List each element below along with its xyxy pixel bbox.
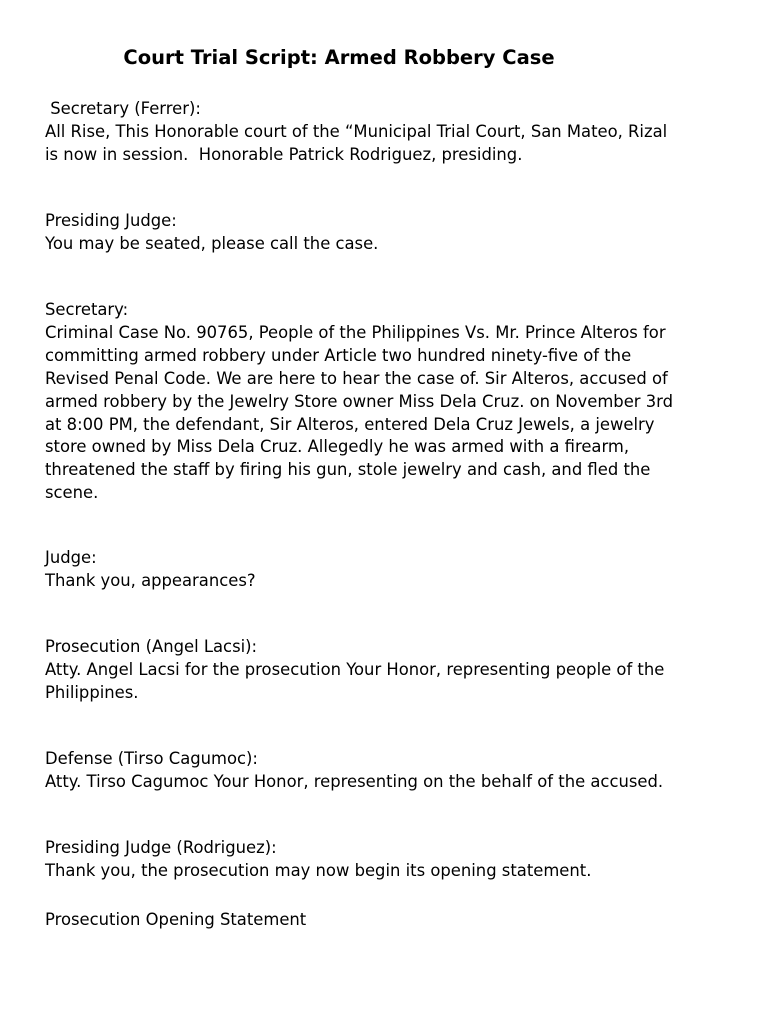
dialogue-line: Revised Penal Code. We are here to hear the case of. Sir Alteros, accused of: [45, 368, 668, 388]
section-heading-opening-statement: [45, 909, 735, 932]
dialogue-line: Atty. Angel Lacsi for the prosecution Your Honor, representing people of the: [45, 659, 665, 679]
dialogue-line: Thank you, appearances?: [45, 570, 256, 590]
dialogue-line: is now in session. Honorable Patrick Rodriguez, presiding.: [45, 144, 523, 164]
dialogue-line: scene.: [45, 483, 99, 503]
dialogue-line: Criminal Case No. 90765, People of the Philippines Vs. Mr. Prince Alteros for: [45, 322, 666, 342]
dialogue-line: committing armed robbery under Article two hundred ninety-five of the: [45, 345, 632, 365]
dialogue-line: All Rise, This Honorable court of the “Municipal Trial Court, San Mateo, Rizal: [45, 121, 668, 141]
speaker-label: Judge:: [45, 548, 97, 567]
section-defense: [45, 748, 735, 794]
dialogue-line: Philippines.: [45, 682, 139, 702]
speaker-label: Presiding Judge:: [45, 211, 177, 230]
speaker-label: Secretary (Ferrer):: [45, 99, 201, 118]
dialogue-line: store owned by Miss Dela Cruz. Allegedly he was armed with a firearm,: [45, 437, 630, 457]
section-secretary: [45, 299, 735, 505]
dialogue-line: Atty. Tirso Cagumoc Your Honor, representing on the behalf of the accused.: [45, 771, 664, 791]
speaker-label: Prosecution (Angel Lacsi):: [45, 637, 258, 656]
dialogue-line: threatened the staff by firing his gun, stole jewelry and cash, and fled the: [45, 460, 651, 480]
speaker-label: Presiding Judge (Rodriguez):: [45, 838, 277, 857]
speaker-label: Defense (Tirso Cagumoc):: [45, 749, 258, 768]
dialogue-line: at 8:00 PM, the defendant, Sir Alteros, entered Dela Cruz Jewels, a jewelry: [45, 414, 655, 434]
section-heading: Prosecution Opening Statement: [45, 910, 307, 929]
speaker-label: Secretary:: [45, 300, 129, 319]
dialogue-line: Thank you, the prosecution may now begin its opening statement.: [45, 860, 592, 880]
section-presiding-judge-rodriguez: [45, 837, 735, 883]
section-secretary-ferrer: [45, 98, 735, 167]
section-presiding-judge: [45, 210, 735, 256]
dialogue-line: You may be seated, please call the case.: [45, 233, 379, 253]
section-judge: [45, 547, 735, 593]
section-prosecution: [45, 636, 735, 705]
document-title: Court Trial Script: Armed Robbery Case: [123, 46, 555, 69]
dialogue-line: armed robbery by the Jewelry Store owner Miss Dela Cruz. on November 3rd: [45, 391, 674, 411]
